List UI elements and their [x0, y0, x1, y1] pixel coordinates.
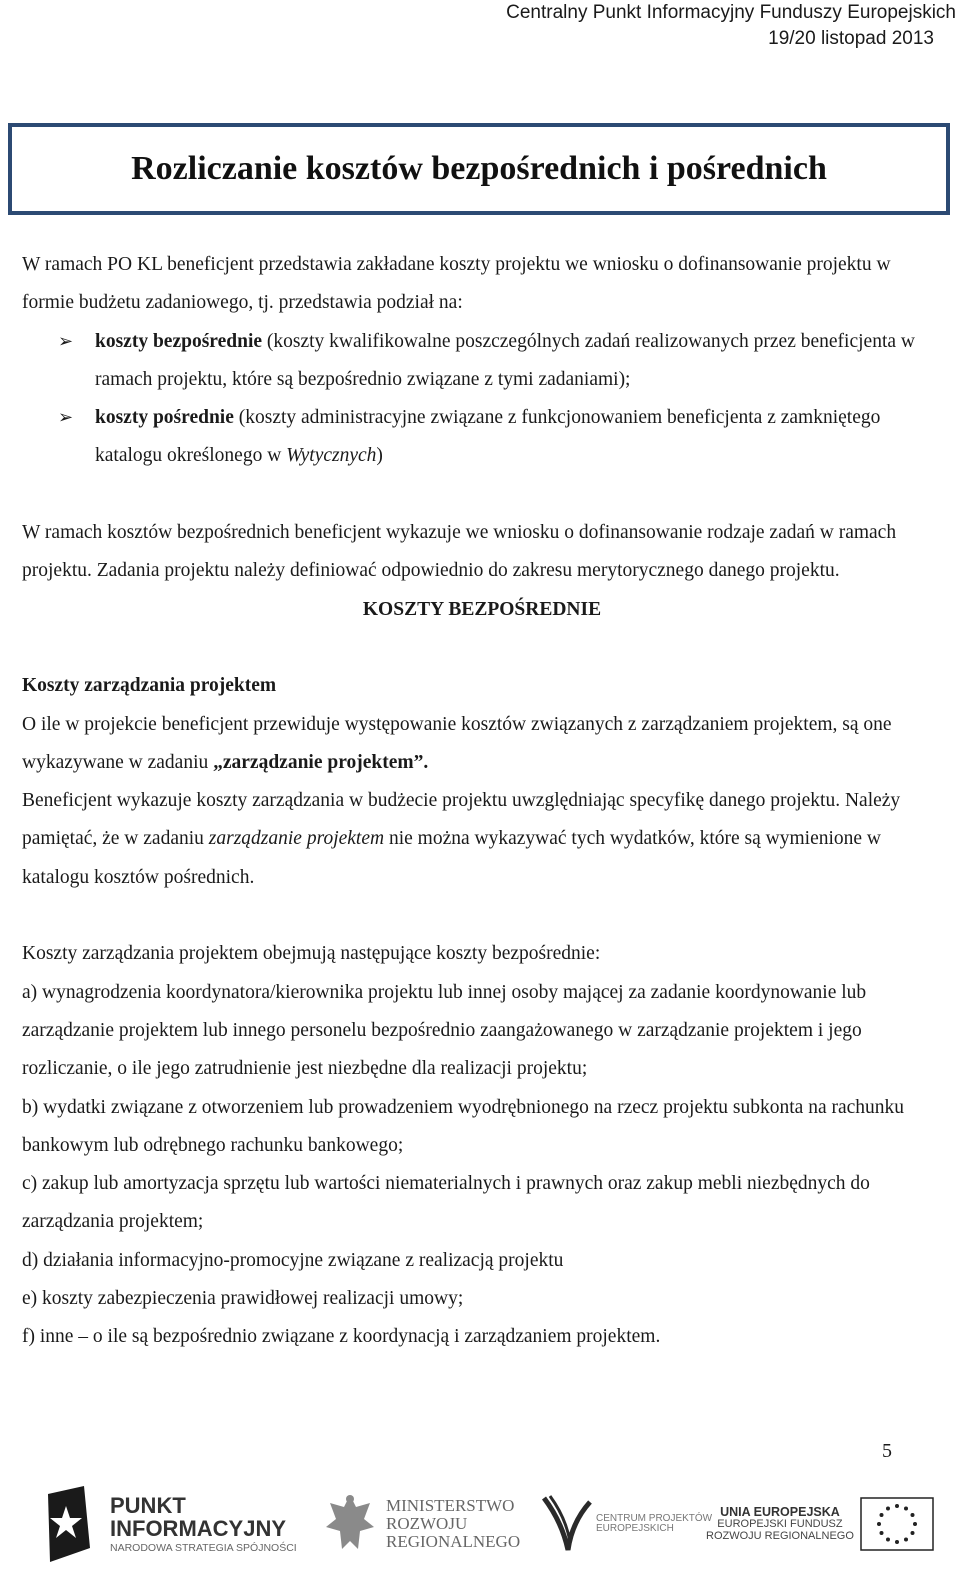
- logo-text: ROZWOJU: [386, 1514, 468, 1534]
- list-item: c) zakup lub amortyzacja sprzętu lub wartości niematerialnych i prawnych oraz zakup mebli niezbędnych do zarządzania projektem;: [22, 1173, 870, 1233]
- list-item: f) inne – o ile są bezpośrednio związane z koordynacją i zarządzaniem projektem.: [22, 1326, 661, 1348]
- paragraph-text-end: nie można wykazywać tych wydatków, które są wymienione w katalogu kosztów pośrednich.: [22, 828, 882, 888]
- logo-text: PUNKT: [110, 1492, 186, 1518]
- page-title: Rozliczanie kosztów bezpośrednich i pośrednich: [131, 150, 827, 187]
- logo-text: NARODOWA STRATEGIA SPÓJNOŚCI: [110, 1542, 297, 1555]
- cpe-swoosh-icon: [542, 1492, 592, 1556]
- bullet-term: koszty bezpośrednie: [95, 330, 263, 352]
- list-item: e) koszty zabezpieczenia prawidłowej realizacji umowy;: [22, 1288, 464, 1310]
- spacer: [22, 476, 942, 514]
- paragraph-text: O ile w projekcie beneficjent przewiduje występowanie kosztów związanych z zarządzaniem projektem, są one wykazywane w zadaniu: [22, 713, 892, 773]
- spacer: [22, 897, 942, 935]
- list-item: d) działania informacyjno-promocyjne związane z realizacją projektu: [22, 1249, 564, 1271]
- logo-text: UNIA EUROPEJSKA: [720, 1504, 840, 1519]
- footer-logos: [0, 1478, 960, 1570]
- spacer: [22, 629, 942, 667]
- title-box: [8, 123, 950, 215]
- page-number: 5: [882, 1440, 892, 1462]
- list-item: a) wynagrodzenia koordynatora/kierownika projektu lub innej osoby mającej za zadanie koordynowanie lub zarządzanie projektem lub innego personelu bezpośrednio zaangażowanego w zarządzanie projektem i jego rozliczanie, o ile jego zatrudnienie jest niezbędne dla realizacji projektu;: [22, 981, 867, 1080]
- task-name: „zarządzanie projektem”.: [213, 751, 429, 773]
- logo-text: CENTRUM PROJEKTÓW: [596, 1512, 713, 1524]
- bullet-description: (koszty administracyjne związane z funkcjonowaniem beneficjenta z zamkniętego katalogu określonego w: [95, 407, 881, 467]
- eagle-emblem-icon: [322, 1489, 378, 1559]
- document-body: [22, 246, 942, 1357]
- task-name-italic: zarządzanie projektem: [208, 828, 385, 850]
- list-item: [22, 323, 942, 400]
- bullet-reference: Wytycznych: [286, 445, 377, 467]
- direct-costs-paragraph: W ramach kosztów bezpośrednich beneficjent wykazuje we wniosku o dofinansowanie rodzaje zadań w ramach projektu. Zadania projektu należy definiować odpowiednio do zakresu merytorycznego danego projektu.: [22, 522, 897, 582]
- eu-flag-icon: [860, 1497, 934, 1551]
- star-figure-icon: [40, 1484, 98, 1564]
- logo-text: EUROPEJSKI FUNDUSZ: [717, 1518, 843, 1531]
- header-date: 19/20 listopad 2013: [768, 28, 934, 49]
- paragraph-text: Beneficjent wykazuje koszty zarządzania w budżecie projektu uwzględniając specyfikę danego projektu. Należy pamiętać, że w zadaniu: [22, 790, 901, 850]
- header-organization: Centralny Punkt Informacyjny Funduszy Europejskich: [506, 2, 956, 23]
- bullet-description: (koszty kwalifikowalne poszczególnych zadań realizowanych przez beneficjenta w ramach projektu, które są bezpośrednio związane z tymi zadaniami);: [95, 330, 915, 390]
- intro-paragraph: W ramach PO KL beneficjent przedstawia zakładane koszty projektu we wniosku o dofinansowanie projektu w formie budżetu zadaniowego, tj. przedstawia podział na:: [22, 254, 891, 314]
- page-header: [506, 0, 956, 52]
- arrow-bullet-icon: ➢: [58, 330, 74, 352]
- eu-logo: [706, 1478, 934, 1570]
- arrow-bullet-icon: ➢: [58, 407, 74, 429]
- ministry-logo: [322, 1478, 520, 1570]
- list-item: b) wydatki związane z otworzeniem lub prowadzeniem wyodrębnionego na rzecz projektu subkonta na rachunku bankowym lub odrębnego rachunku bankowego;: [22, 1096, 905, 1156]
- logo-text: ROZWOJU REGIONALNEGO: [706, 1529, 854, 1542]
- list-intro: Koszty zarządzania projektem obejmują następujące koszty bezpośrednie:: [22, 943, 601, 965]
- logo-text: EUROPEJSKICH: [596, 1523, 674, 1534]
- logo-text: INFORMACYJNY: [110, 1515, 287, 1541]
- cost-types-list: [22, 323, 942, 476]
- punkt-informacyjny-logo: [40, 1478, 297, 1570]
- cpe-logo: [542, 1478, 712, 1570]
- management-paragraph-1: [22, 706, 942, 783]
- section-heading: KOSZTY BEZPOŚREDNIE: [362, 598, 602, 620]
- logo-text: MINISTERSTWO: [386, 1496, 515, 1516]
- management-paragraph-2: [22, 782, 942, 897]
- logo-text: REGIONALNEGO: [386, 1531, 521, 1551]
- subsection-heading: Koszty zarządzania projektem: [22, 675, 277, 697]
- list-item: [22, 399, 942, 476]
- bullet-term: koszty pośrednie: [95, 407, 234, 429]
- bullet-end: ): [376, 445, 383, 467]
